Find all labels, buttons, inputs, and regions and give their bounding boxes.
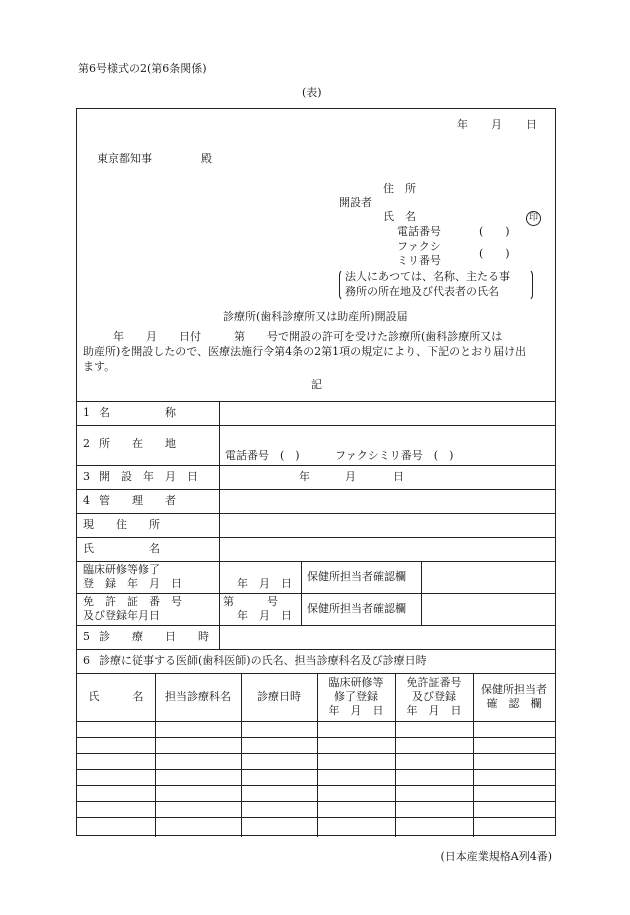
date-day: 日 bbox=[526, 118, 537, 131]
staff-header-6-line-1: 保健所担当者 bbox=[481, 683, 547, 696]
row2-phone: 電話番号 ( ) bbox=[225, 449, 300, 462]
body-paragraph bbox=[83, 329, 551, 374]
training-health-confirm: 保健所担当者確認欄 bbox=[307, 570, 406, 583]
rule-staff-header-top bbox=[77, 673, 555, 674]
row6-number: 6 bbox=[83, 654, 90, 667]
body-line-1-text: 年 月 日付 第 号で開設の許可を受けた診療所(歯科診療所又は bbox=[113, 330, 503, 343]
phone-parens: ( ) bbox=[479, 225, 510, 238]
rule-staff-col-1 bbox=[155, 673, 156, 837]
fax-parens: ( ) bbox=[479, 247, 510, 260]
rule-staff-row-6 bbox=[77, 801, 555, 802]
row3-day: 日 bbox=[393, 470, 404, 483]
date-month: 月 bbox=[491, 118, 502, 131]
rule-name-top bbox=[77, 537, 555, 538]
corp-note-line-1: 法人にあつては、名称、主たる事 bbox=[345, 270, 510, 283]
footer-note: (日本産業規格A列4番) bbox=[440, 850, 552, 863]
rule-staff-col-3 bbox=[317, 673, 318, 837]
rule-row5-top bbox=[77, 625, 555, 626]
staff-header-3-line-1: 診療日時 bbox=[257, 690, 301, 703]
rule-row1-top bbox=[77, 401, 555, 402]
staff-header-3 bbox=[245, 690, 313, 704]
row3-number: 3 bbox=[83, 470, 90, 483]
seal-mark bbox=[526, 209, 541, 226]
row3-year: 年 bbox=[299, 470, 310, 483]
training-date: 年 月 日 bbox=[237, 577, 292, 590]
phone-label: 電話番号 bbox=[397, 225, 441, 238]
address-label: 住 所 bbox=[383, 182, 416, 195]
row2-number: 2 bbox=[83, 437, 90, 450]
rule-staff-row-5 bbox=[77, 785, 555, 786]
row5-label: 診 療 日 時 bbox=[99, 630, 209, 643]
staff-header-2 bbox=[159, 690, 237, 704]
row6-label: 診療に従事する医師(歯科医師)の氏名、担当診療科名及び診療日時 bbox=[99, 654, 427, 667]
staff-header-4 bbox=[321, 676, 391, 718]
form-number: 第6号様式の2(第6条関係) bbox=[78, 62, 207, 75]
license-label-1: 免 許 証 番 号 bbox=[83, 595, 182, 608]
date-year: 年 bbox=[457, 118, 468, 131]
staff-header-5-line-2: 及び登録 bbox=[412, 690, 456, 703]
row4-number: 4 bbox=[83, 494, 90, 507]
training-label-1: 臨床研修等修了 bbox=[83, 563, 160, 576]
license-health-confirm: 保健所担当者確認欄 bbox=[307, 602, 406, 615]
name-label: 氏 名 bbox=[383, 210, 416, 223]
rule-label-divider bbox=[219, 401, 220, 649]
side-label: (表) bbox=[302, 86, 322, 99]
rule-staff-col-2 bbox=[241, 673, 242, 837]
staff-header-5-line-1: 免許証番号 bbox=[406, 676, 462, 689]
staff-header-2-line-1: 担当診療科名 bbox=[165, 690, 231, 703]
rule-staff-col-4 bbox=[395, 673, 396, 837]
body-line-2: 助産所)を開設したので、医療法施行令第4条の2第1項の規定により、下記のとおり届け出 bbox=[83, 345, 527, 358]
license-number: 第 号 bbox=[223, 595, 278, 608]
rule-staff-row-3 bbox=[77, 753, 555, 754]
row3-month: 月 bbox=[345, 470, 356, 483]
body-line-3: ます。 bbox=[83, 360, 116, 373]
training-label-2: 登 録 年 月 日 bbox=[83, 577, 182, 590]
rule-staff-row-2 bbox=[77, 737, 555, 738]
row2-fax: ファクシミリ番号 ( ) bbox=[335, 449, 454, 462]
seal-glyph: 印 bbox=[526, 211, 541, 226]
corp-note-line-2: 務所の所在地及び代表者の氏名 bbox=[345, 285, 499, 298]
staff-header-4-line-1: 臨床研修等 bbox=[328, 676, 384, 689]
manager-name-label: 氏 名 bbox=[83, 542, 160, 555]
rule-staff-col-5 bbox=[473, 673, 474, 837]
row5-number: 5 bbox=[83, 630, 90, 643]
row1-label: 名 称 bbox=[99, 406, 176, 419]
addressee-honorific: 殿 bbox=[201, 152, 212, 165]
staff-header-1 bbox=[81, 690, 151, 704]
staff-header-4-line-2: 修了登録 bbox=[334, 690, 378, 703]
addressee-name: 東京都知事 bbox=[97, 152, 152, 165]
rule-date-divider bbox=[301, 561, 302, 625]
rule-row2-top bbox=[77, 425, 555, 426]
staff-header-6-line-2: 確 認 欄 bbox=[486, 697, 542, 710]
fax-label-2: ミリ番号 bbox=[397, 254, 441, 267]
rule-row6-top bbox=[77, 649, 555, 650]
license-date: 年 月 日 bbox=[237, 609, 292, 622]
rule-row3-top bbox=[77, 465, 555, 466]
rule-staff-row-4 bbox=[77, 769, 555, 770]
row2-label: 所 在 地 bbox=[99, 437, 176, 450]
staff-header-5 bbox=[399, 676, 469, 718]
rule-row4-top bbox=[77, 489, 555, 490]
row3-label: 開 設 年 月 日 bbox=[99, 470, 198, 483]
ki-mark: 記 bbox=[311, 378, 322, 391]
staff-header-1-line-1: 氏 名 bbox=[88, 690, 144, 703]
current-address-label: 現 住 所 bbox=[83, 518, 160, 531]
body-line-1 bbox=[83, 329, 551, 344]
rule-staff-row-7 bbox=[77, 817, 555, 818]
rule-address-top bbox=[77, 513, 555, 514]
staff-header-5-line-3: 年 月 日 bbox=[406, 704, 462, 717]
staff-header-6 bbox=[477, 683, 551, 711]
applicant-title: 開設者 bbox=[339, 196, 372, 209]
document-title: 診療所(歯科診療所又は助産所)開設届 bbox=[223, 310, 408, 323]
row1-number: 1 bbox=[83, 406, 90, 419]
fax-label-1: ファクシ bbox=[397, 240, 441, 253]
row4-label: 管 理 者 bbox=[99, 494, 176, 507]
rule-confirm-divider bbox=[421, 561, 422, 625]
license-label-2: 及び登録年月日 bbox=[83, 609, 160, 622]
form-frame bbox=[76, 108, 556, 836]
rule-staff-row-1 bbox=[77, 721, 555, 722]
staff-header-4-line-3: 年 月 日 bbox=[328, 704, 384, 717]
